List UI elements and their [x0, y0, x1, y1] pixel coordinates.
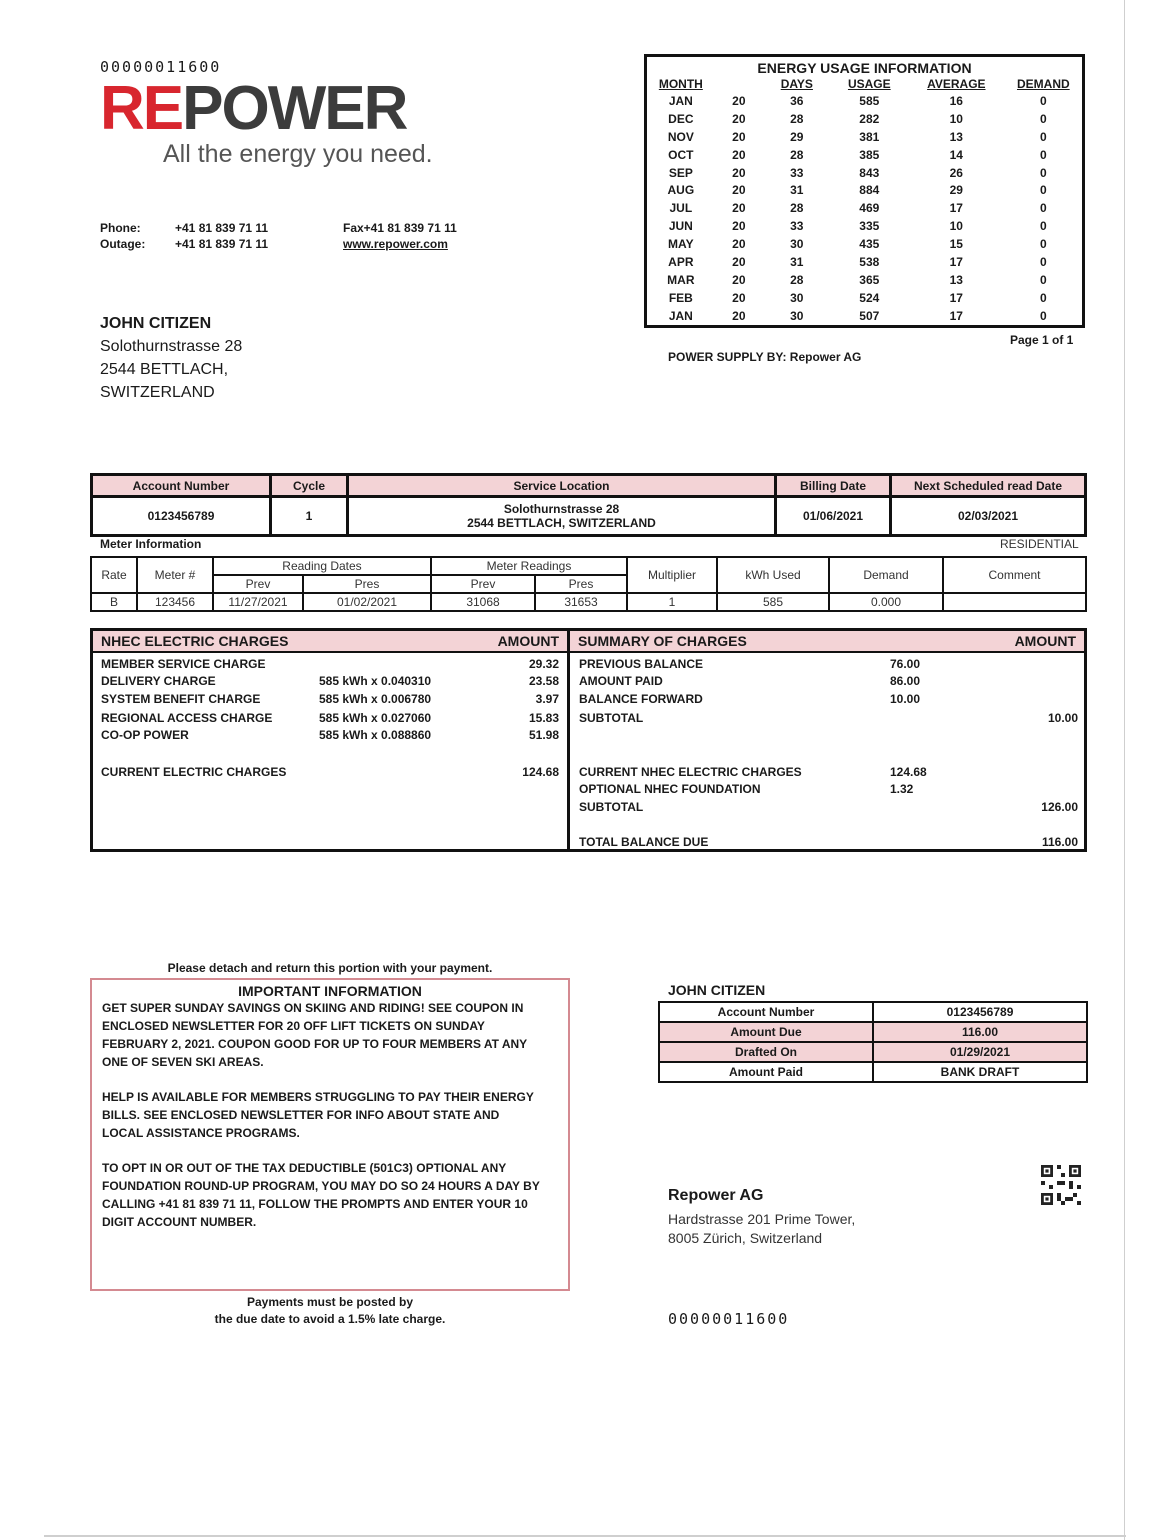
usage-row	[647, 146, 1082, 164]
usage-cell: 0	[1039, 111, 1047, 126]
billing-date: 01/06/2021	[776, 497, 891, 536]
current-charges-amount: 124.68	[522, 765, 559, 779]
page-number: Page 1 of 1	[1010, 333, 1074, 347]
usage-cell: 20	[732, 290, 746, 305]
usage-cell: SEP	[668, 165, 693, 180]
charge-item-calc: 585 kWh x 0.040310	[319, 674, 432, 688]
date-prev: 11/27/2021	[213, 593, 303, 611]
usage-cell: 29	[949, 183, 963, 198]
usage-row	[647, 199, 1082, 217]
account-table	[90, 473, 1087, 537]
usage-header-1	[715, 76, 763, 92]
usage-row	[647, 92, 1082, 110]
rate-header: Rate	[91, 557, 137, 593]
detach-note: Please detach and return this portion with your payment.	[167, 961, 493, 975]
customer-country: SWITZERLAND	[100, 384, 215, 401]
usage-cell: 20	[732, 93, 746, 108]
charge-item-amount: 3.97	[535, 692, 559, 706]
usage-header-3: USAGE	[847, 77, 891, 91]
date-prev-header: Prev	[213, 575, 303, 593]
company-address	[668, 1210, 855, 1248]
usage-header-5: DEMAND	[1016, 77, 1070, 91]
usage-cell: 0	[1039, 201, 1047, 216]
total-due: 116.00	[1041, 835, 1078, 849]
optional-foundation-label: OPTIONAL NHEC FOUNDATION	[579, 782, 761, 796]
website-link[interactable]: www.repower.com	[343, 237, 448, 251]
payer-name: JOHN CITIZEN	[668, 982, 766, 998]
usage-cell: 17	[949, 308, 963, 323]
usage-cell: 0	[1039, 290, 1047, 305]
late-note-line1: Payments must be posted by	[246, 1295, 414, 1309]
summary-amount-label: AMOUNT	[1014, 633, 1076, 649]
service-location-line2: 2544 BETTLACH, SWITZERLAND	[467, 516, 656, 530]
payment-label: Drafted On	[659, 1042, 873, 1062]
read-pres-header: Pres	[535, 575, 627, 593]
usage-header-4: AVERAGE	[927, 77, 986, 91]
amount-paid: 86.00	[890, 674, 921, 688]
usage-cell: 20	[732, 219, 746, 234]
usage-cell: 26	[949, 165, 963, 180]
usage-cell: 28	[790, 201, 804, 216]
power-supplier: POWER SUPPLY BY: Repower AG	[668, 350, 862, 364]
usage-cell: 31	[790, 254, 804, 269]
summary-header	[570, 631, 1084, 653]
usage-row	[647, 164, 1082, 182]
usage-row	[647, 253, 1082, 271]
payment-label: Amount Paid	[659, 1062, 873, 1082]
usage-row	[647, 217, 1082, 235]
balance-forward-label: BALANCE FORWARD	[579, 692, 703, 706]
company-address-line1: Hardstrasse 201 Prime Tower,	[668, 1211, 856, 1227]
repower-logo	[100, 74, 407, 143]
usage-row	[647, 128, 1082, 146]
kwh-header: kWh Used	[717, 557, 829, 593]
payment-row	[659, 1022, 1087, 1042]
comment-value	[943, 593, 1086, 611]
usage-cell: 20	[732, 165, 746, 180]
usage-cell: 14	[949, 147, 963, 162]
usage-cell: 20	[732, 129, 746, 144]
usage-cell: 843	[859, 165, 880, 180]
reading-dates-header: Reading Dates	[213, 557, 431, 575]
balance-forward: 10.00	[890, 692, 921, 706]
charge-item-label: REGIONAL ACCESS CHARGE	[101, 711, 273, 725]
important-para-2: HELP IS AVAILABLE FOR MEMBERS STRUGGLING TO PAY THEIR ENERGY BILLS. SEE ENCLOSED NEWSLETTER FOR INFO ABOUT STATE AND LOCAL ASSISTANCE PROGRAMS.	[102, 1090, 534, 1140]
usage-cell: 28	[790, 272, 804, 287]
payment-value: 116.00	[873, 1022, 1087, 1042]
read-prev: 31068	[431, 593, 535, 611]
page-edge-bottom	[44, 1535, 1126, 1537]
date-pres: 01/02/2021	[303, 593, 431, 611]
usage-cell: FEB	[668, 290, 693, 305]
tagline: All the energy you need.	[163, 140, 433, 168]
payment-label: Amount Due	[659, 1022, 873, 1042]
usage-cell: MAR	[667, 272, 695, 287]
usage-cell: 30	[790, 290, 804, 305]
payment-label: Account Number	[659, 1002, 873, 1022]
stub-barcode-number: 00000011600	[668, 1310, 790, 1328]
payment-table	[658, 1001, 1088, 1083]
customer-street: Solothurnstrasse 28	[100, 338, 243, 355]
usage-cell: 282	[859, 111, 880, 126]
late-note-line2: the due date to avoid a 1.5% late charge.	[214, 1312, 446, 1326]
meter-number: 123456	[137, 593, 213, 611]
usage-cell: 0	[1039, 129, 1047, 144]
charge-item-label: DELIVERY CHARGE	[101, 674, 216, 688]
usage-table	[647, 76, 1082, 325]
page-edge	[1124, 0, 1125, 1540]
charge-item-calc: 585 kWh x 0.088860	[319, 728, 432, 742]
usage-cell: 385	[859, 147, 880, 162]
logo-power: POWER	[182, 74, 407, 143]
usage-cell: JUL	[669, 201, 693, 216]
payment-value: BANK DRAFT	[873, 1062, 1087, 1082]
outage-number: +41 81 839 71 11	[175, 237, 269, 251]
subtotal1-label: SUBTOTAL	[579, 711, 644, 725]
usage-cell: NOV	[667, 129, 694, 144]
usage-cell: 29	[790, 129, 804, 144]
late-charge-note	[90, 1294, 570, 1328]
meter-type: RESIDENTIAL	[1000, 537, 1079, 551]
service-location	[348, 497, 776, 536]
service-location-line1: Solothurnstrasse 28	[503, 502, 620, 516]
multiplier-value: 1	[627, 593, 717, 611]
demand-value: 0.000	[829, 593, 943, 611]
customer-name: JOHN CITIZEN	[100, 315, 212, 332]
optional-foundation: 1.32	[890, 782, 914, 796]
rate-value: B	[91, 593, 137, 611]
phone-label: Phone:	[100, 221, 141, 235]
read-pres: 31653	[535, 593, 627, 611]
current-charges-label: CURRENT ELECTRIC CHARGES	[101, 765, 287, 779]
usage-cell: DEC	[668, 111, 694, 126]
usage-cell: 28	[790, 147, 804, 162]
usage-cell: 15	[949, 237, 963, 252]
usage-cell: 33	[790, 219, 804, 234]
multiplier-header: Multiplier	[627, 557, 717, 593]
usage-cell: MAY	[668, 237, 694, 252]
usage-cell: 20	[732, 111, 746, 126]
usage-cell: 10	[949, 111, 963, 126]
contact-info	[100, 220, 457, 252]
usage-row	[647, 110, 1082, 128]
company-address-line2: 8005 Zürich, Switzerland	[668, 1230, 823, 1246]
usage-cell: 0	[1039, 93, 1047, 108]
company-name: Repower AG	[668, 1187, 764, 1204]
meter-readings-header: Meter Readings	[431, 557, 627, 575]
usage-cell: 507	[859, 308, 880, 323]
subtotal1: 10.00	[1047, 711, 1078, 725]
payment-value: 0123456789	[873, 1002, 1087, 1022]
subtotal2: 126.00	[1041, 800, 1078, 814]
current-nhec: 124.68	[890, 765, 927, 779]
phone-number: +41 81 839 71 11	[175, 221, 269, 235]
usage-cell: 10	[949, 219, 963, 234]
next-read-date-header: Next Scheduled read Date	[891, 475, 1086, 497]
usage-cell: 0	[1039, 254, 1047, 269]
usage-cell: 20	[732, 237, 746, 252]
charge-item-calc: 585 kWh x 0.027060	[319, 711, 432, 725]
payment-value: 01/29/2021	[873, 1042, 1087, 1062]
nhec-charges-header	[93, 631, 567, 653]
usage-cell: 20	[732, 272, 746, 287]
usage-cell: 435	[859, 237, 880, 252]
usage-cell: JAN	[668, 308, 693, 323]
charge-item-calc: 585 kWh x 0.006780	[319, 692, 432, 706]
usage-cell: 524	[859, 290, 880, 305]
usage-cell: 17	[949, 290, 963, 305]
charge-item-label: SYSTEM BENEFIT CHARGE	[101, 692, 261, 706]
usage-cell: 28	[790, 111, 804, 126]
fax-number: Fax+41 81 839 71 11	[343, 221, 457, 235]
customer-city: 2544 BETTLACH,	[100, 361, 229, 378]
usage-cell: 0	[1039, 308, 1047, 323]
usage-cell: 33	[790, 165, 804, 180]
summary-title: SUMMARY OF CHARGES	[578, 633, 747, 649]
usage-cell: 20	[732, 147, 746, 162]
charges-divider	[567, 631, 570, 849]
usage-cell: OCT	[668, 147, 694, 162]
next-read-date: 02/03/2021	[891, 497, 1086, 536]
barcode-number: 00000011600	[100, 58, 222, 76]
payment-row	[659, 1002, 1087, 1022]
usage-cell: 585	[859, 93, 880, 108]
usage-row	[647, 235, 1082, 253]
current-nhec-label: CURRENT NHEC ELECTRIC CHARGES	[579, 765, 802, 779]
customer-address	[100, 312, 242, 404]
payment-row	[659, 1042, 1087, 1062]
logo-re: RE	[100, 74, 183, 143]
charge-item-amount: 29.32	[528, 657, 559, 671]
date-pres-header: Pres	[303, 575, 431, 593]
usage-cell: 30	[790, 237, 804, 252]
billing-date-header: Billing Date	[776, 475, 891, 497]
usage-cell: 0	[1039, 219, 1047, 234]
usage-cell: 0	[1039, 147, 1047, 162]
usage-cell: 0	[1039, 237, 1047, 252]
usage-header-2: DAYS	[780, 77, 813, 91]
nhec-amount-label: AMOUNT	[497, 633, 559, 649]
usage-cell: 381	[859, 129, 880, 144]
usage-header-0: MONTH	[658, 77, 703, 91]
meter-table	[90, 556, 1087, 612]
prev-balance: 76.00	[890, 657, 921, 671]
usage-cell: 17	[949, 254, 963, 269]
important-title: IMPORTANT INFORMATION	[238, 983, 422, 999]
usage-cell: 0	[1039, 183, 1047, 198]
usage-cell: 17	[949, 201, 963, 216]
usage-row	[647, 181, 1082, 199]
qr-code-icon	[1041, 1165, 1081, 1205]
charge-item-amount: 15.83	[528, 711, 559, 725]
amount-paid-label: AMOUNT PAID	[579, 674, 663, 688]
usage-cell: 538	[859, 254, 880, 269]
usage-cell: 469	[859, 201, 880, 216]
account-number-header: Account Number	[92, 475, 271, 497]
usage-cell: 13	[949, 129, 963, 144]
usage-cell: 335	[859, 219, 880, 234]
usage-cell: 0	[1039, 272, 1047, 287]
usage-cell: 365	[859, 272, 880, 287]
cycle-value: 1	[271, 497, 348, 536]
charges-box	[90, 628, 1087, 852]
usage-cell: 20	[732, 308, 746, 323]
usage-cell: 31	[790, 183, 804, 198]
important-info-box	[90, 978, 570, 1291]
charge-item-label: CO-OP POWER	[101, 728, 189, 742]
subtotal2-label: SUBTOTAL	[579, 800, 644, 814]
service-location-header: Service Location	[348, 475, 776, 497]
usage-cell: JUN	[668, 219, 693, 234]
usage-row	[647, 307, 1082, 325]
usage-cell: AUG	[667, 183, 695, 198]
usage-row	[647, 271, 1082, 289]
nhec-charges-title: NHEC ELECTRIC CHARGES	[101, 633, 289, 649]
outage-label: Outage:	[100, 237, 146, 251]
payment-row	[659, 1062, 1087, 1082]
comment-header: Comment	[943, 557, 1086, 593]
account-number: 0123456789	[92, 497, 271, 536]
demand-header: Demand	[829, 557, 943, 593]
cycle-header: Cycle	[271, 475, 348, 497]
usage-cell: 20	[732, 254, 746, 269]
usage-cell: 20	[732, 183, 746, 198]
usage-cell: 13	[949, 272, 963, 287]
usage-cell: 884	[859, 183, 880, 198]
total-due-label: TOTAL BALANCE DUE	[579, 835, 709, 849]
usage-cell: 36	[790, 93, 804, 108]
usage-cell: 30	[790, 308, 804, 323]
prev-balance-label: PREVIOUS BALANCE	[579, 657, 704, 671]
important-para-3: TO OPT IN OR OUT OF THE TAX DEDUCTIBLE (501C3) OPTIONAL ANY FOUNDATION ROUND-UP PROGRAM, YOU MAY DO SO 24 HOURS A DAY BY CALLING +41 81 839 71 11, FOLLOW THE PROMPTS AND ENTER YOUR 10 DIGIT ACCOUNT NUMBER.	[102, 1161, 540, 1229]
usage-cell: 0	[1039, 165, 1047, 180]
charge-item-amount: 51.98	[528, 728, 559, 742]
usage-cell: 20	[732, 201, 746, 216]
charge-item-amount: 23.58	[528, 674, 559, 688]
usage-title: ENERGY USAGE INFORMATION	[757, 60, 972, 76]
usage-cell: APR	[668, 254, 694, 269]
read-prev-header: Prev	[431, 575, 535, 593]
charge-item-label: MEMBER SERVICE CHARGE	[101, 657, 266, 671]
energy-usage-box	[644, 54, 1085, 328]
usage-row	[647, 289, 1082, 307]
usage-cell: 16	[949, 93, 963, 108]
important-para-1: GET SUPER SUNDAY SAVINGS ON SKIING AND RIDING! SEE COUPON IN ENCLOSED NEWSLETTER FOR 20 OFF LIFT TICKETS ON SUNDAY FEBRUARY 2, 2021. COUPON GOOD FOR UP TO FOUR MEMBERS AT ANY ONE OF SEVEN SKI AREAS.	[102, 1001, 527, 1069]
kwh-used: 585	[717, 593, 829, 611]
usage-cell: JAN	[668, 93, 693, 108]
meter-number-header: Meter #	[137, 557, 213, 593]
meter-info-label: Meter Information	[100, 537, 202, 551]
